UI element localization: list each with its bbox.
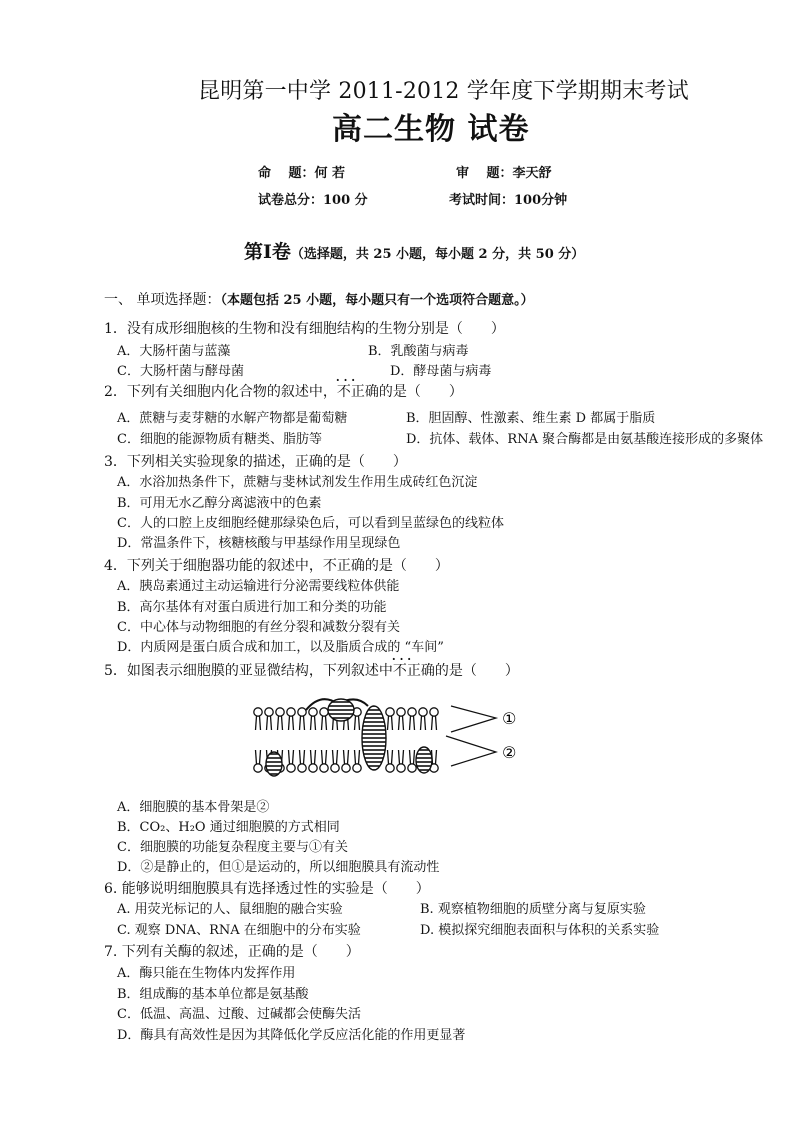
- lipid-lower: [298, 750, 306, 772]
- lipid-upper: [419, 708, 427, 730]
- question-1-option-b: B．乳酸菌与病毒: [368, 344, 469, 359]
- question-3-option-c: C．人的口腔上皮细胞经健那绿染色后，可以看到呈蓝绿色的线粒体: [117, 516, 504, 531]
- pointer-1: [451, 706, 496, 732]
- question-5-emphasis: 不正确 · · ·: [393, 663, 435, 679]
- question-5-option-c: C．细胞膜的功能复杂程度主要与①有关: [117, 840, 348, 855]
- question-6-option-d: D. 模拟探究细胞表面积与体积的关系实验: [420, 923, 660, 938]
- question-5-stem-pre: 5．如图表示细胞膜的亚显微结构，下列叙述中: [104, 663, 393, 679]
- lipid-upper: [408, 708, 416, 730]
- question-4-stem: 4．下列关于细胞器功能的叙述中，不正确的是（ ）: [104, 558, 449, 574]
- question-1-stem: 1．没有成形细胞核的生物和没有细胞结构的生物分别是（ ）: [104, 321, 505, 337]
- question-2-option-a: A．蔗糖与麦芽糖的水解产物都是葡萄糖: [117, 411, 348, 426]
- lipid-upper: [430, 708, 438, 730]
- question-5-option-b: B．CO₂、H₂O 通过细胞膜的方式相同: [117, 820, 340, 835]
- question-7-stem: 7. 下列有关酶的叙述，正确的是（ ）: [104, 944, 360, 960]
- cell-membrane-figure: [246, 688, 526, 788]
- question-6-stem: 6. 能够说明细胞膜具有选择透过性的实验是（ ）: [104, 881, 430, 897]
- school-exam-title: 昆明第一中学 2011-2012 学年度下学期期末考试: [198, 79, 689, 104]
- transmembrane-protein: [362, 706, 386, 770]
- question-4-option-d: D．内质网是蛋白质合成和加工，以及脂质合成的 “车间”: [117, 640, 444, 655]
- pointer-2: [446, 736, 496, 766]
- question-5-option-a: A．细胞膜的基本骨架是②: [117, 800, 270, 815]
- lipid-upper: [309, 708, 317, 730]
- lipid-lower: [397, 750, 405, 772]
- lipid-upper: [298, 708, 306, 730]
- embedded-protein-left: [266, 752, 282, 776]
- figure-label-2: ②: [502, 743, 517, 762]
- lipid-lower: [342, 750, 350, 772]
- question-1-option-c: C．大肠杆菌与酵母菌: [117, 364, 244, 379]
- question-5-stem-post: 的是（ ）: [434, 663, 519, 679]
- lipid-upper: [265, 708, 273, 730]
- question-2-option-d: D．抗体、载体、RNA 聚合酶都是由氨基酸连接形成的多聚体: [406, 432, 764, 447]
- section-heading: [104, 289, 534, 309]
- question-6-option-a: A. 用荧光标记的人、鼠细胞的融合实验: [117, 902, 343, 917]
- part-note: （选择题，共 25 小题，每小题 2 分，共 50 分）: [290, 247, 585, 262]
- question-2-stem-pre: 2．下列有关细胞内化合物的叙述中，: [104, 384, 337, 400]
- embedded-protein-right: [416, 747, 432, 773]
- question-1-option-d: D．酵母菌与病毒: [390, 364, 492, 379]
- question-4-option-a: A．胰岛素通过主动运输进行分泌需要线粒体供能: [117, 579, 400, 594]
- lipid-lower: [353, 750, 361, 772]
- question-2-option-c: C．细胞的能源物质有糖类、脂肪等: [117, 432, 322, 447]
- lipid-upper: [254, 708, 262, 730]
- question-3-option-a: A．水浴加热条件下，蔗糖与斐林试剂发生作用生成砖红色沉淀: [117, 475, 478, 490]
- question-3-stem: 3．下列相关实验现象的描述，正确的是（ ）: [104, 454, 407, 470]
- question-6-option-c: C. 观察 DNA、RNA 在细胞中的分布实验: [117, 923, 361, 938]
- question-6-option-b: B. 观察植物细胞的质壁分离与复原实验: [420, 902, 646, 917]
- subject-title: 高二生物 试卷: [332, 112, 530, 147]
- lipid-upper: [397, 708, 405, 730]
- lipid-lower: [331, 750, 339, 772]
- question-2-stem: [104, 381, 463, 401]
- lipid-lower: [254, 750, 262, 772]
- lipid-upper: [320, 708, 328, 730]
- exam-time-line: 考试时间：100分钟: [449, 193, 568, 208]
- lipid-lower: [309, 750, 317, 772]
- lipid-upper: [276, 708, 284, 730]
- lipid-lower: [386, 750, 394, 772]
- lipid-lower: [287, 750, 295, 772]
- question-4-option-c: C．中心体与动物细胞的有丝分裂和减数分裂有关: [117, 620, 400, 635]
- author-line: 命 题：何 若: [258, 166, 346, 181]
- lipid-lower: [408, 750, 416, 772]
- question-7-option-d: D．酶具有高效性是因为其降低化学反应活化能的作用更显著: [117, 1028, 466, 1043]
- section-note: （本题包括 25 小题，每小题只有一个选项符合题意。）: [220, 293, 534, 308]
- question-7-option-b: B．组成酶的基本单位都是氨基酸: [117, 987, 309, 1002]
- section-label: 一、 单项选择题：: [104, 292, 221, 308]
- part-title: [244, 237, 584, 264]
- lipid-lower: [320, 750, 328, 772]
- question-1-option-a: A．大肠杆菌与蓝藻: [117, 344, 231, 359]
- question-7-option-c: C．低温、高温、过酸、过碱都会使酶失活: [117, 1007, 361, 1022]
- figure-label-1: ①: [502, 709, 517, 728]
- question-2-option-b: B．胆固醇、性激素、维生素 D 都属于脂质: [406, 411, 656, 426]
- question-7-option-a: A．酶只能在生物体内发挥作用: [117, 966, 296, 981]
- surface-protein: [328, 699, 354, 721]
- lipid-upper: [287, 708, 295, 730]
- question-5-option-d: D．②是静止的，但①是运动的，所以细胞膜具有流动性: [117, 860, 440, 875]
- part-label: 第Ⅰ卷: [244, 241, 291, 263]
- question-2-stem-post: 的是（ ）: [378, 384, 463, 400]
- question-4-option-b: B．高尔基体有对蛋白质进行加工和分类的功能: [117, 600, 387, 615]
- question-5-stem: [104, 660, 519, 680]
- question-3-option-b: B．可用无水乙醇分离滤液中的色素: [117, 496, 322, 511]
- reviewer-line: 审 题：李天舒: [456, 166, 552, 181]
- lipid-upper: [386, 708, 394, 730]
- total-score-line: 试卷总分：100 分: [258, 193, 368, 208]
- question-2-emphasis: 不正确 · · ·: [337, 384, 379, 400]
- question-3-option-d: D．常温条件下，核糖核酸与甲基绿作用呈现绿色: [117, 536, 401, 551]
